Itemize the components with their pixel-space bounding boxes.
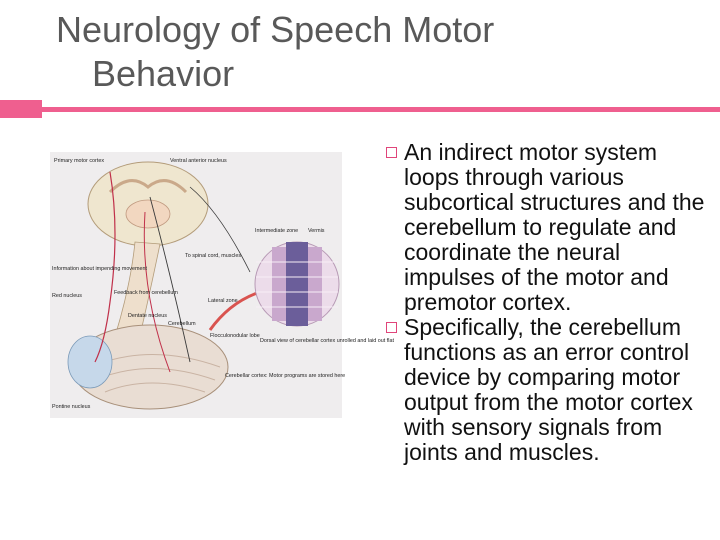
bullet-list <box>386 140 716 465</box>
label-to-spinal-cord: To spinal cord, muscles <box>185 253 242 259</box>
slide-title-line-2: Behavior <box>92 53 235 94</box>
divider-accent-block <box>0 100 42 118</box>
label-dentate-nucleus: Dentate nucleus <box>128 313 167 319</box>
slide-title-line-1: Neurology of Speech Motor <box>56 9 495 50</box>
label-feedback: Feedback from cerebellum <box>114 290 178 296</box>
vermis-band <box>286 242 308 326</box>
bullet-item <box>386 140 716 315</box>
label-info-impending: Information about impending movement <box>52 266 147 272</box>
bullet-text: An indirect motor system loops through various subcortical structures and the cerebellum to regulate and coordinate the neural impulses of the motor and premotor cortex. <box>404 139 705 315</box>
pons <box>68 336 112 388</box>
label-primary-motor-cortex: Primary motor cortex <box>54 158 105 164</box>
label-red-nucleus: Red nucleus <box>52 293 82 299</box>
label-ventral-anterior: Ventral anterior nucleus <box>170 158 227 164</box>
divider-line <box>0 107 720 112</box>
cerebellum-pathway-figure <box>50 152 394 418</box>
label-cerebellar-cortex: Cerebellar cortex: Motor programs are stored here <box>225 373 346 379</box>
flat-cerebellum-view <box>255 242 339 326</box>
slide-title <box>56 8 676 96</box>
intermediate-zone-right <box>308 247 322 321</box>
label-pontine-nucleus: Pontine nucleus <box>52 404 91 410</box>
thalamus <box>126 200 170 228</box>
hollow-square-icon <box>386 147 397 158</box>
title-divider <box>0 100 720 118</box>
label-flocculonodular: Flocculonodular lobe <box>210 333 260 339</box>
label-vermis: Vermis <box>308 228 325 234</box>
label-lateral-zone: Lateral zone <box>208 298 238 304</box>
label-intermediate-zone: Intermediate zone <box>255 228 299 234</box>
hollow-square-icon <box>386 322 397 333</box>
bullet-item <box>386 315 716 465</box>
intermediate-zone-left <box>272 247 286 321</box>
label-cerebellum: Cerebellum <box>168 321 196 327</box>
label-dorsal-view: Dorsal view of cerebellar cortex unrolled and laid out flat <box>260 338 394 344</box>
bullet-text: Specifically, the cerebellum functions as an error control device by comparing motor output from the motor cortex with sensory signals from joints and muscles. <box>404 314 693 465</box>
cerebellum-diagram <box>50 152 394 418</box>
